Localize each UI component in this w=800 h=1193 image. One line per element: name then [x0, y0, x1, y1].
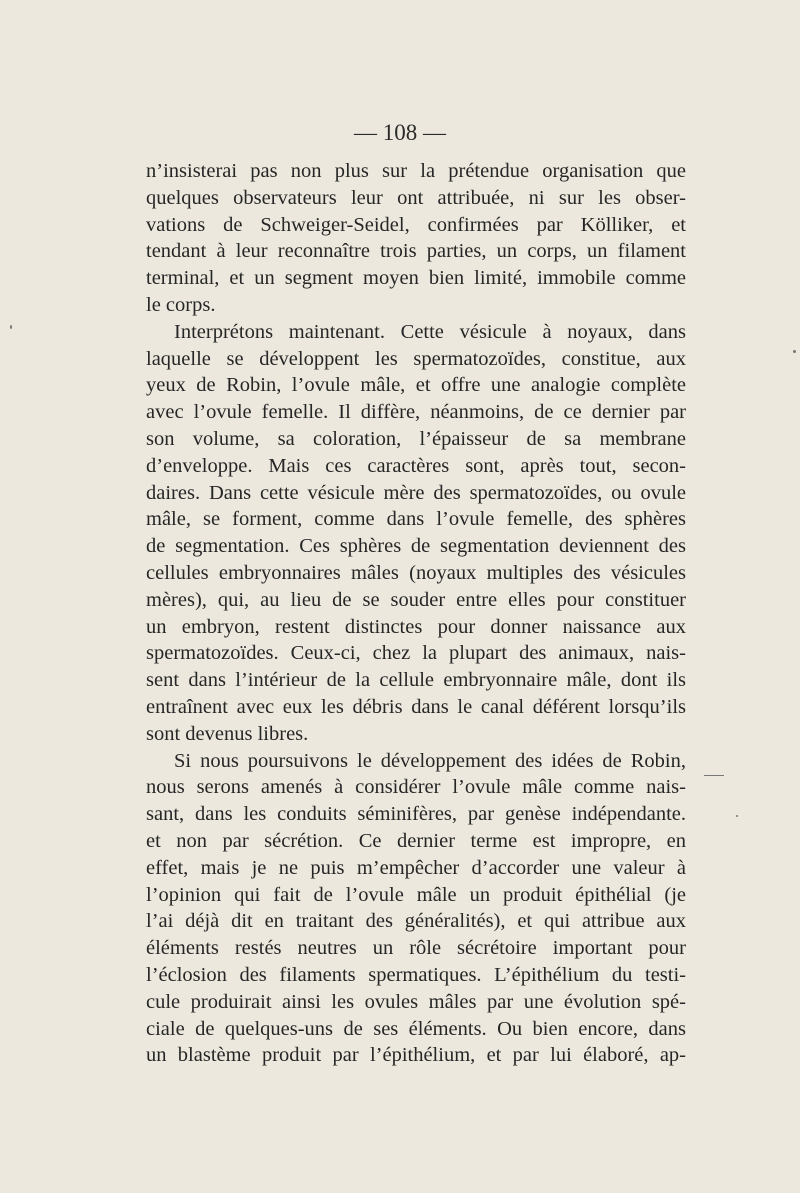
text-line: tendant à leur reconnaître trois parties, un corps, un filament [146, 240, 686, 263]
text-line: mâle, se forment, comme dans l’ovule femelle, des sphères [146, 508, 686, 531]
text-line: sont devenus libres. [146, 722, 309, 745]
text-line: effet, mais je ne puis m’empêcher d’accorder une valeur à [146, 856, 686, 879]
text-line: spermatozoïdes. Ceux-ci, chez la plupart des animaux, nais- [146, 642, 686, 665]
text-line: daires. Dans cette vésicule mère des spermatozoïdes, ou ovule [146, 481, 686, 504]
text-line: terminal, et un segment moyen bien limité, immobile comme [146, 267, 686, 290]
text-line: éléments restés neutres un rôle sécrétoire important pour [146, 937, 686, 960]
text-line: Interprétons maintenant. Cette vésicule à noyaux, dans [174, 320, 686, 343]
text-line: et non par sécrétion. Ce dernier terme est impropre, en [146, 829, 686, 852]
text-line: un embryon, restent distinctes pour donner naissance aux [146, 615, 686, 638]
page-number: — 108 — [354, 120, 446, 145]
text-line: cellules embryonnaires mâles (noyaux multiples des vésicules [146, 561, 686, 584]
text-line: d’enveloppe. Mais ces caractères sont, après tout, secon- [146, 454, 686, 477]
text-line: laquelle se développent les spermatozoïdes, constitue, aux [146, 347, 686, 370]
text-line: sant, dans les conduits séminifères, par genèse indépendante. [146, 803, 686, 826]
text-line: nous serons amenés à considérer l’ovule mâle comme nais- [146, 776, 686, 799]
paper-speck [10, 325, 12, 329]
text-line: son volume, sa coloration, l’épaisseur de sa membrane [146, 427, 686, 450]
text-line: n’insisterai pas non plus sur la prétendue organisation que [146, 160, 686, 182]
paper-speck [736, 815, 738, 817]
text-line: ciale de quelques-uns de ses éléments. Ou bien encore, dans [146, 1017, 686, 1040]
text-line: entraînent avec eux les débris dans le canal déférent lorsqu’ils [146, 695, 686, 718]
text-line: Si nous poursuivons le développement des idées de Robin, [174, 749, 686, 772]
text-line: quelques observateurs leur ont attribuée, ni sur les obser- [146, 186, 686, 209]
body-text [146, 158, 686, 1069]
text-line: l’éclosion des filaments spermatiques. L’épithélium du testi- [146, 963, 686, 986]
margin-mark [704, 775, 724, 776]
text-line: le corps. [146, 293, 216, 316]
text-line: l’opinion qui fait de l’ovule mâle un produit épithélial (je [146, 883, 686, 906]
text-line: yeux de Robin, l’ovule mâle, et offre une analogie complète [146, 374, 686, 397]
paper-speck [793, 350, 796, 353]
text-line: vations de Schweiger-Seidel, confirmées par Kölliker, et [146, 213, 686, 236]
text-line: sent dans l’intérieur de la cellule embryonnaire mâle, dont ils [146, 669, 686, 692]
text-line: un blastème produit par l’épithélium, et par lui élaboré, ap- [146, 1044, 686, 1067]
text-line: avec l’ovule femelle. Il diffère, néanmoins, de ce dernier par [146, 401, 686, 424]
text-line: l’ai déjà dit en traitant des généralités), et qui attribue aux [146, 910, 686, 933]
text-line: cule produirait ainsi les ovules mâles par une évolution spé- [146, 990, 686, 1013]
text-line: mères), qui, au lieu de se souder entre elles pour constituer [146, 588, 686, 611]
text-line: de segmentation. Ces sphères de segmentation deviennent des [146, 535, 686, 558]
